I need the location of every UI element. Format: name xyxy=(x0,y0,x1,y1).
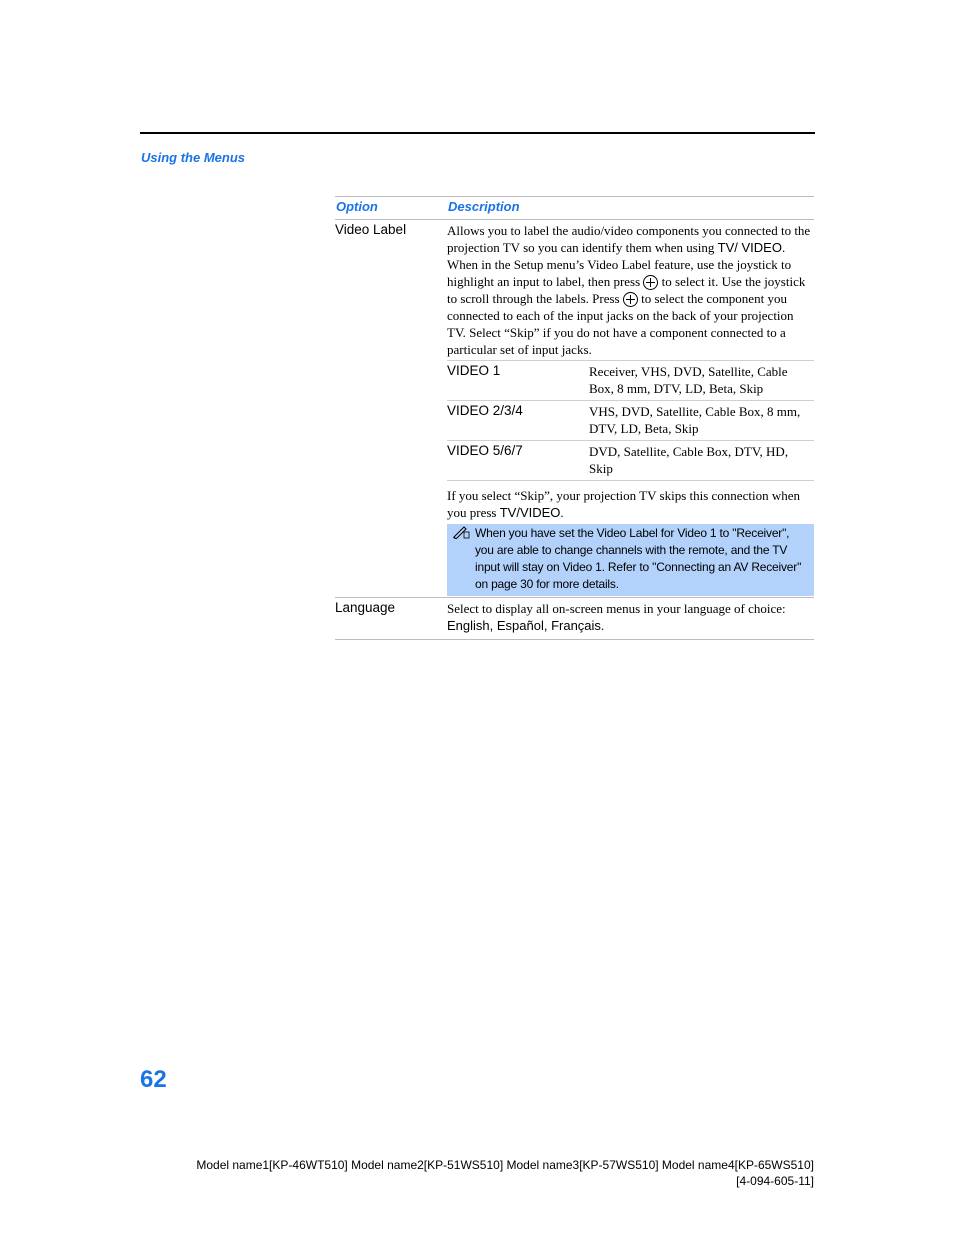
note-pencil-icon xyxy=(452,525,470,539)
input-label-subtable xyxy=(447,360,814,481)
desc-text-1: Allows you to label the audio/video components you connected to the projection TV so you can identify them when using xyxy=(447,223,811,255)
language-end: . xyxy=(600,618,605,633)
input-labels: Receiver, VHS, DVD, Satellite, Cable Box, 8 mm, DTV, LD, Beta, Skip xyxy=(589,364,788,396)
language-description xyxy=(447,598,814,639)
table-row xyxy=(447,361,814,401)
skip-end: . xyxy=(560,505,564,520)
footer xyxy=(196,1157,814,1189)
input-labels: VHS, DVD, Satellite, Cable Box, 8 mm, DTV, LD, Beta, Skip xyxy=(589,404,801,436)
joystick-button-icon xyxy=(643,275,658,290)
tv-video-key: TV/VIDEO xyxy=(499,505,561,520)
option-language: Language xyxy=(335,600,396,615)
desc-text-4: to select the component you connected to each of the input jacks on the back of your projection TV. Select “Skip” if you do not have a component connected to a particular set of input jacks. xyxy=(447,291,794,357)
section-title: Using the Menus xyxy=(141,150,246,165)
page-number: 62 xyxy=(140,1066,167,1093)
option-video-label: Video Label xyxy=(335,222,407,237)
joystick-button-icon xyxy=(623,292,638,307)
input-labels: DVD, Satellite, Cable Box, DTV, HD, Skip xyxy=(589,444,789,476)
video-label-paragraph xyxy=(447,220,814,360)
header-description: Description xyxy=(448,199,520,214)
note-box xyxy=(447,524,814,596)
tv-video-key: TV/ VIDEO xyxy=(717,240,782,255)
table-row xyxy=(447,401,814,441)
language-choices: English, Español, Français xyxy=(447,618,601,633)
desc-text-2: . When in the Setup menu’s Video Label feature, use the joystick to highlight an input to label, then press xyxy=(447,240,792,289)
desc-text-3: to select it. Use the joystick to scroll through the labels. Press xyxy=(447,274,806,306)
skip-text: If you select “Skip”, your projection TV skips this connection when you press xyxy=(447,488,800,520)
table-header xyxy=(335,196,814,220)
input-name: VIDEO 2/3/4 xyxy=(447,403,523,418)
options-table xyxy=(335,196,814,640)
table-row-video-label xyxy=(335,220,814,596)
table-row xyxy=(447,441,814,481)
header-rule xyxy=(140,132,815,134)
input-name: VIDEO 5/6/7 xyxy=(447,443,523,458)
note-text: When you have set the Video Label for Video 1 to "Receiver", you are able to change channels with the remote, and the TV input will stay on Video 1. Refer to "Connecting an AV Receiver" on page 30 for more details. xyxy=(475,526,802,591)
skip-paragraph xyxy=(447,481,814,524)
language-desc-text: Select to display all on-screen menus in your language of choice: xyxy=(447,601,786,616)
video-label-description xyxy=(447,220,814,596)
footer-code: [4-094-605-11] xyxy=(736,1174,814,1188)
table-row-language xyxy=(335,597,814,640)
header-option: Option xyxy=(336,199,378,214)
input-name: VIDEO 1 xyxy=(447,363,501,378)
footer-models: Model name1[KP-46WT510] Model name2[KP-51WS510] Model name3[KP-57WS510] Model name4[KP-65WS510] xyxy=(196,1158,814,1172)
